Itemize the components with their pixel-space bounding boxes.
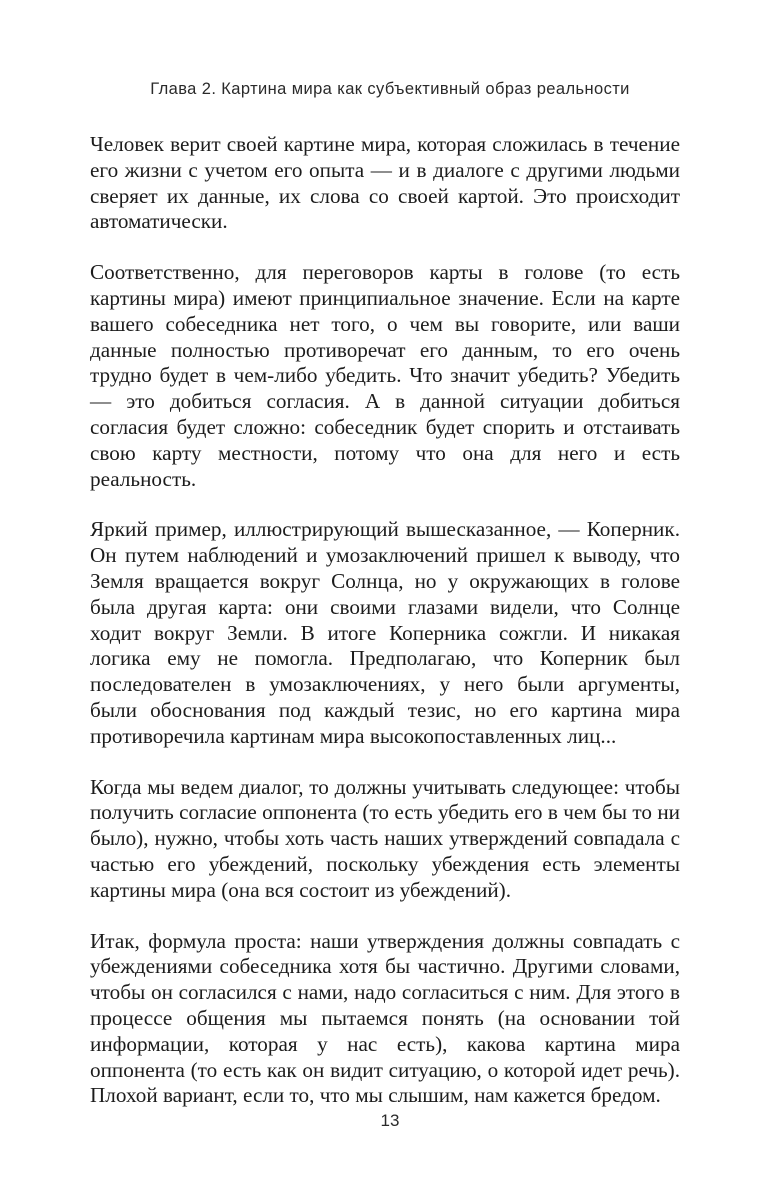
paragraph-1: Человек верит своей картине мира, которая сложилась в течение его жизни с учетом его опыта — и в диалоге с другими людьми сверяет их данные, их слова со своей картой. Это происходит автоматически. — [90, 132, 680, 234]
paragraph-4: Когда мы ведем диалог, то должны учитывать следующее: чтобы получить согласие оппонента (то есть убедить его в чем бы то ни было), нужно, чтобы хоть часть наших утверждений совпадала с частью его убеждений, поскольку убеждения есть элементы картины мира (она вся состоит из убеждений). — [90, 774, 680, 902]
body-text — [90, 132, 680, 1134]
paragraph-3: Яркий пример, иллюстрирующий вышесказанное, — Коперник. Он путем наблюдений и умозаключений пришел к выводу, что Земля вращается вокруг Солнца, но у окружающих в голове была другая карта: они своими глазами видели, что Солнце ходит вокруг Земли. В итоге Коперника сожгли. И никакая логика ему не помогла. Предполагаю, что Коперник был последователен в умозаключениях, у него были аргументы, были обоснования под каждый тезис, но его картина мира противоречила картинам мира высокопоставленных лиц... — [90, 517, 680, 748]
paragraph-5: Итак, формула проста: наши утверждения должны совпадать с убеждениями собеседника хотя бы частично. Другими словами, чтобы он согласился с нами, надо согласиться с ним. Для этого в процессе общения мы пытаемся понять (на основании той информации, которая у нас есть), какова картина мира оппонента (то есть как он видит ситуацию, о которой идет речь). Плохой вариант, если то, что мы слышим, нам кажется бредом. — [90, 928, 680, 1108]
page-number: 13 — [380, 1111, 400, 1130]
paragraph-2: Соответственно, для переговоров карты в голове (то есть картины мира) имеют принципиальное значение. Если на карте вашего собеседника нет того, о чем вы говорите, или ваши данные полностью противоречат его данным, то его очень трудно будет в чем-либо убедить. Что значит убедить? Убедить — это добиться согласия. А в данной ситуации добиться согласия будет сложно: собеседник будет спорить и отстаивать свою карту местности, потому что она для него и есть реальность. — [90, 260, 680, 491]
running-head: Глава 2. Картина мира как субъективный образ реальности — [150, 80, 630, 98]
